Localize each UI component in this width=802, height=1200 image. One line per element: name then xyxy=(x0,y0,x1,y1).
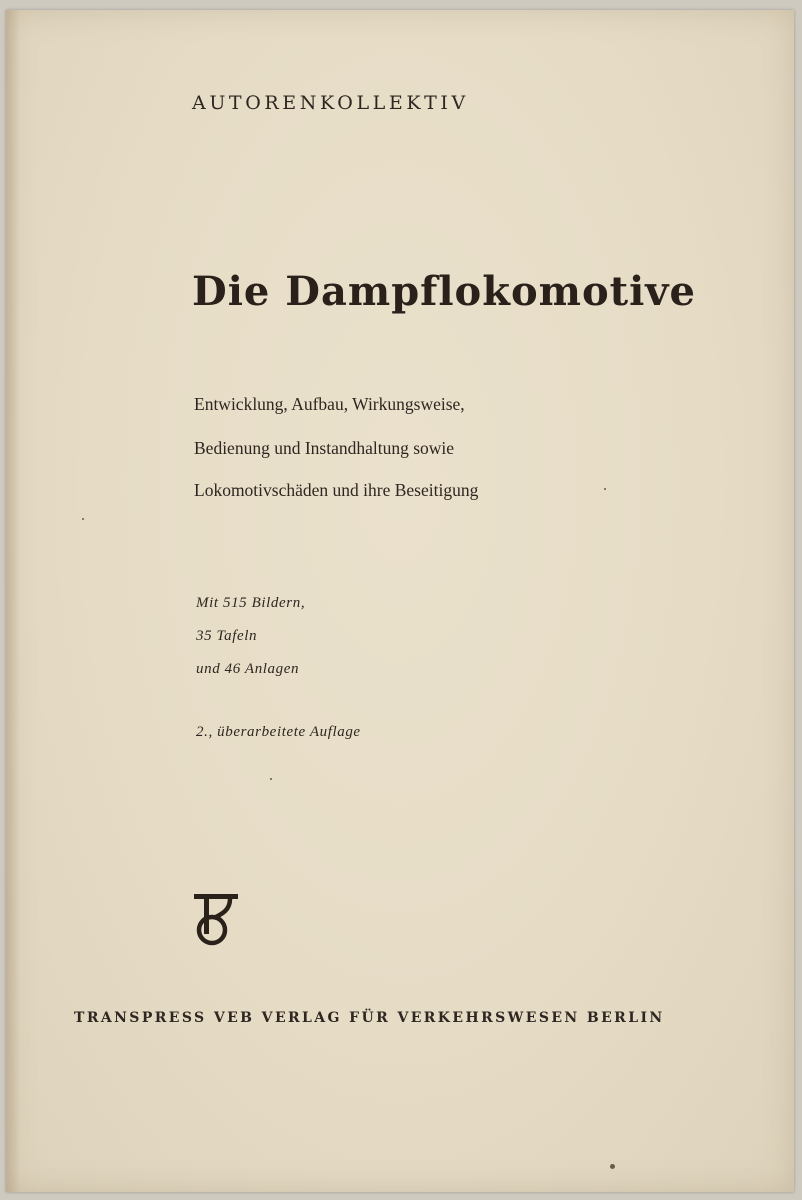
title-page xyxy=(6,10,794,1192)
subtitle-line-1: Entwicklung, Aufbau, Wirkungsweise, xyxy=(194,394,465,414)
author-line: AUTORENKOLLEKTIV xyxy=(192,92,469,114)
transpress-logo-icon xyxy=(192,890,240,948)
paper-speck xyxy=(270,778,272,780)
appendices-count: und 46 Anlagen xyxy=(196,661,300,677)
book-title: Die Dampflokomotive xyxy=(192,268,696,315)
subtitle-line-2: Bedienung und Instandhaltung sowie xyxy=(194,438,455,458)
paper-speck xyxy=(610,1164,615,1169)
edition-note: 2., überarbeitete Auflage xyxy=(196,724,361,740)
publisher-line: TRANSPRESS VEB VERLAG FÜR VERKEHRSWESEN BERLIN xyxy=(74,1010,665,1026)
paper-speck xyxy=(82,518,84,520)
images-count: Mit 515 Bildern, xyxy=(196,595,306,611)
plates-count: 35 Tafeln xyxy=(196,628,258,644)
page-edge-shadow xyxy=(6,10,20,1192)
paper-speck xyxy=(604,488,606,490)
subtitle-line-3: Lokomotivschäden und ihre Beseitigung xyxy=(194,480,479,500)
